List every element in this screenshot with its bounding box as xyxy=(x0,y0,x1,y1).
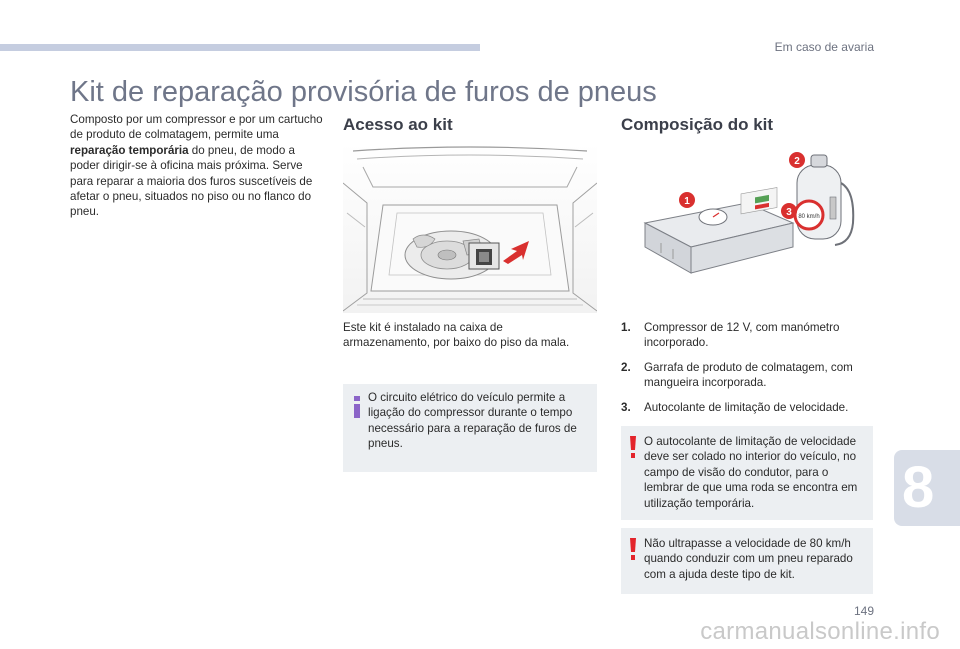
top-accent-bar xyxy=(0,44,480,51)
callout-2 xyxy=(789,152,805,168)
callout-1 xyxy=(679,192,695,208)
warning-icon xyxy=(629,538,637,560)
svg-text:3: 3 xyxy=(786,207,792,218)
kit-components-list xyxy=(621,320,871,424)
chapter-number: 8 xyxy=(902,455,935,520)
warning-note-2 xyxy=(621,528,873,594)
chapter-tab[interactable] xyxy=(894,450,960,526)
repair-kit-illustration xyxy=(621,143,871,293)
section-header: Em caso de avaria xyxy=(774,40,874,54)
callout-3 xyxy=(781,203,797,219)
watermark: carmanualsonline.info xyxy=(700,618,940,645)
trunk-illustration xyxy=(343,143,597,313)
access-text: Este kit é instalado na caixa de armazenamento, por baixo do piso da mala. xyxy=(343,321,570,350)
composition-heading: Composição do kit xyxy=(621,115,774,134)
warning-note-2-text: Não ultrapasse a velocidade de 80 km/h quando conduzir com um pneu reparado com a ajuda deste tipo de kit. xyxy=(644,537,853,581)
warning-note-1 xyxy=(621,426,873,520)
svg-text:1: 1 xyxy=(684,196,690,207)
info-note xyxy=(343,384,597,472)
page-title: Kit de reparação provisória de furos de pneus xyxy=(70,76,657,108)
speed-sticker-text: 80 km/h xyxy=(798,214,820,220)
access-heading: Acesso ao kit xyxy=(343,115,453,134)
info-note-text: O circuito elétrico do veículo permite a ligação do compressor durante o tempo necessário para a reparação de furos de pneus. xyxy=(368,391,577,451)
page-number: 149 xyxy=(853,604,874,618)
warning-icon xyxy=(629,436,637,458)
info-icon xyxy=(352,396,362,418)
list-item: 2. Garrafa de produto de colmatagem, com mangueira incorporada. xyxy=(621,360,853,390)
list-item: 1. Compressor de 12 V, com manómetro incorporado. xyxy=(621,321,840,350)
intro-paragraph: Composto por um compressor e por um cartucho de produto de colmatagem, permite uma reparação temporária do pneu, de modo a poder dirigir-se à oficina mais próxima. Serve para reparar a maioria dos furos suscetíveis de afetar o pneu, situados no piso ou no flanco do pneu. xyxy=(70,113,323,219)
svg-text:2: 2 xyxy=(794,156,800,167)
warning-note-1-text: O autocolante de limitação de velocidade deve ser colado no interior do veículo, no campo de visão do condutor, para o lembrar de que uma roda se encontra em utilização temporária. xyxy=(644,435,858,510)
list-item: 3. Autocolante de limitação de velocidade. xyxy=(621,400,849,414)
